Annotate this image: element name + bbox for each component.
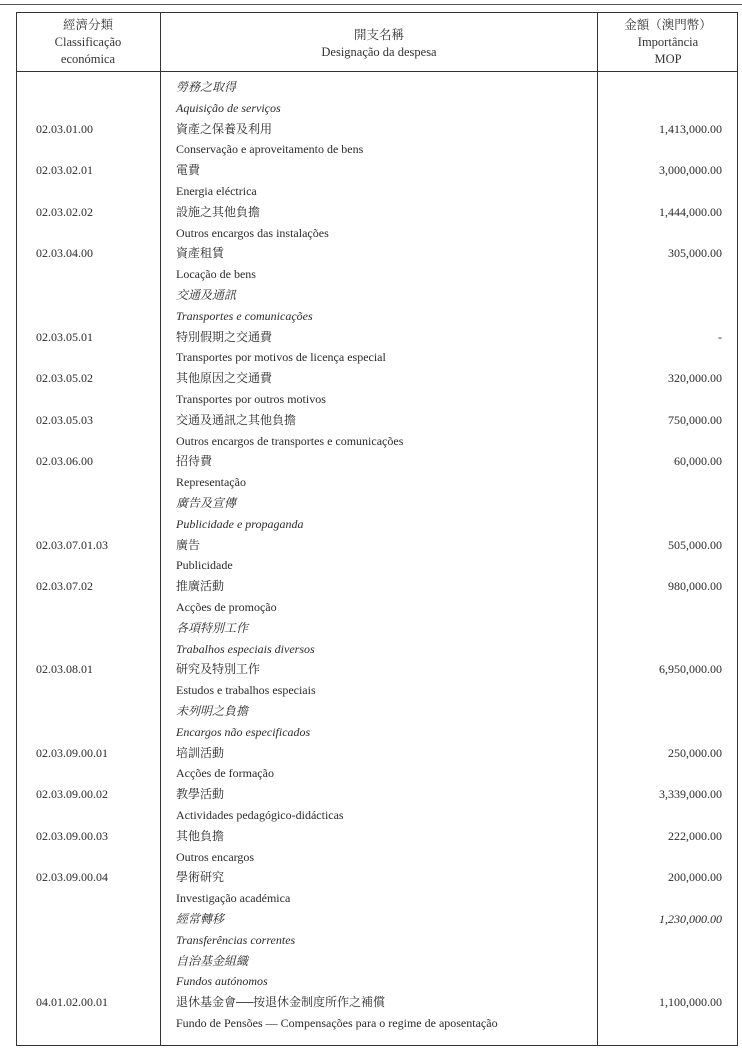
expense-designation: 招待費 (176, 454, 213, 469)
table-row (0, 223, 742, 243)
economic-code: 02.03.09.00.01 (36, 745, 108, 760)
table-row (0, 389, 742, 409)
header-designation (161, 27, 597, 61)
table-row (0, 659, 742, 679)
expense-designation: Conservação e aproveitamento de bens (176, 142, 364, 157)
expense-designation: Aquisição de serviços (176, 100, 281, 115)
amount-value: 505,000.00 (668, 537, 722, 552)
header-classification-pt2: económica (60, 52, 116, 66)
header-divider (16, 71, 738, 72)
table-row (0, 992, 742, 1012)
expense-designation: 其他負擔 (176, 828, 225, 843)
economic-code: 02.03.08.01 (36, 662, 93, 677)
amount-value: 3,339,000.00 (659, 787, 722, 802)
table-row (0, 1013, 742, 1033)
table-row (0, 805, 742, 825)
table-row (0, 77, 742, 97)
table-row (0, 347, 742, 367)
economic-code: 02.03.09.00.02 (36, 787, 108, 802)
expense-designation: Transportes por motivos de licença especial (176, 350, 386, 365)
header-designation-pt: Designação da despesa (321, 45, 437, 59)
table-row (0, 493, 742, 513)
table-row (0, 202, 742, 222)
amount-value: 980,000.00 (668, 579, 722, 594)
economic-code: 02.03.04.00 (36, 246, 93, 261)
expense-designation: Fundos autónomos (176, 974, 268, 989)
expense-designation: 資產租賃 (176, 246, 225, 261)
expense-designation: Acções de promoção (176, 600, 277, 614)
expense-designation: Transportes e comunicações (176, 308, 313, 323)
expense-designation: 勞務之取得 (176, 80, 237, 94)
expense-designation: 交通及通訊之其他負擔 (176, 412, 297, 427)
table-row (0, 139, 742, 159)
table-row (0, 597, 742, 617)
header-amount-currency: MOP (654, 52, 682, 66)
expense-designation: 交通及通訊 (176, 288, 237, 302)
table-row (0, 535, 742, 555)
table-row (0, 847, 742, 867)
amount-value: 305,000.00 (668, 246, 722, 261)
top-rule (0, 4, 742, 5)
header-classification-zh: 經濟分類 (62, 18, 113, 32)
expense-designation: Investigação académica (176, 891, 291, 906)
economic-code: 02.03.05.03 (36, 412, 93, 427)
expense-designation: Publicidade e propaganda (176, 516, 304, 531)
expense-designation: Transportes por outros motivos (176, 392, 326, 406)
table-row (0, 472, 742, 492)
expense-designation: Outros encargos de transportes e comunicações (176, 433, 404, 448)
expense-designation: Estudos e trabalhos especiais (176, 683, 316, 698)
expense-designation: Representação (176, 475, 246, 490)
expense-designation: 退休基金會──按退休金制度所作之補償 (176, 995, 386, 1010)
expense-designation: 廣告 (176, 537, 201, 552)
header-amount-zh: 金額（澳門幣） (624, 18, 712, 32)
expense-designation: Trabalhos especiais diversos (176, 641, 315, 656)
amount-value: 222,000.00 (668, 828, 722, 843)
amount-value: 6,950,000.00 (659, 662, 722, 677)
expense-designation: Locação de bens (176, 267, 256, 282)
economic-code: 02.03.05.01 (36, 329, 93, 344)
expense-designation: 自治基金組織 (176, 953, 249, 968)
header-amount (598, 17, 738, 68)
table-row (0, 514, 742, 534)
table-row (0, 368, 742, 388)
expense-designation: 資產之保養及利用 (176, 121, 273, 136)
expense-designation: 未列明之負擔 (176, 704, 249, 718)
amount-value: 750,000.00 (668, 412, 722, 427)
table-row (0, 264, 742, 284)
economic-code: 02.03.02.01 (36, 163, 93, 178)
table-row (0, 98, 742, 118)
expense-designation: Transferências correntes (176, 932, 296, 947)
expense-designation: 經常轉移 (176, 912, 225, 926)
header-classification (16, 17, 160, 68)
expense-designation: Energia eléctrica (176, 184, 257, 198)
amount-value: 3,000,000.00 (659, 163, 722, 178)
expense-designation: Actividades pedagógico-didácticas (176, 808, 344, 822)
economic-code: 02.03.05.02 (36, 371, 93, 386)
header-designation-zh: 開支名稱 (353, 28, 404, 42)
table-row (0, 930, 742, 950)
table-row (0, 722, 742, 742)
table-row (0, 576, 742, 596)
table-row (0, 867, 742, 887)
table-row (0, 701, 742, 721)
amount-value: 1,230,000.00 (659, 912, 722, 926)
expense-designation: 設施之其他負擔 (176, 204, 261, 219)
table-row (0, 909, 742, 929)
expense-designation: 廣告及宣傳 (176, 496, 237, 510)
table-row (0, 888, 742, 908)
table-row (0, 951, 742, 971)
expense-designation: 各項特別工作 (176, 620, 249, 635)
table-row (0, 306, 742, 326)
expense-designation: Outros encargos das instalações (176, 225, 329, 240)
table-row (0, 763, 742, 783)
expense-designation: 推廣活動 (176, 579, 225, 594)
amount-value: 60,000.00 (674, 454, 722, 469)
table-row (0, 680, 742, 700)
amount-value: - (718, 329, 722, 344)
table-row (0, 826, 742, 846)
amount-value: 320,000.00 (668, 371, 722, 386)
amount-value: 250,000.00 (668, 745, 722, 760)
economic-code: 02.03.07.01.03 (36, 537, 108, 552)
table-row (0, 639, 742, 659)
economic-code: 02.03.07.02 (36, 579, 93, 594)
economic-code: 02.03.09.00.03 (36, 828, 108, 843)
table-row (0, 431, 742, 451)
economic-code: 02.03.01.00 (36, 121, 93, 136)
expense-designation: Acções de formação (176, 766, 274, 781)
expense-designation: Encargos não especificados (176, 724, 311, 739)
economic-code: 02.03.09.00.04 (36, 870, 108, 885)
table-row (0, 181, 742, 201)
expense-designation: Outros encargos (176, 849, 255, 864)
economic-code: 02.03.02.02 (36, 204, 93, 219)
amount-value: 1,444,000.00 (659, 204, 722, 219)
table-row (0, 410, 742, 430)
header-amount-pt: Importância (637, 35, 699, 49)
table-row (0, 160, 742, 180)
expense-designation: Publicidade (176, 558, 233, 573)
table-row (0, 743, 742, 763)
table-row (0, 119, 742, 139)
amount-value: 1,413,000.00 (659, 121, 722, 136)
table-row (0, 971, 742, 991)
amount-value: 200,000.00 (668, 870, 722, 885)
table-row (0, 243, 742, 263)
economic-code: 02.03.06.00 (36, 454, 93, 469)
expense-designation: Fundo de Pensões — Compensações para o regime de aposentação (176, 1016, 498, 1030)
expense-designation: 電費 (176, 163, 201, 178)
economic-code: 04.01.02.00.01 (36, 995, 108, 1010)
table-row (0, 784, 742, 804)
expense-designation: 培訓活動 (176, 745, 225, 760)
expense-designation: 其他原因之交通費 (176, 371, 273, 386)
expense-designation: 教學活動 (176, 787, 225, 802)
expense-designation: 特別假期之交通費 (176, 329, 273, 344)
table-row (0, 327, 742, 347)
table-row (0, 285, 742, 305)
amount-value: 1,100,000.00 (659, 995, 722, 1010)
table-row (0, 451, 742, 471)
header-classification-pt1: Classificação (54, 35, 122, 49)
expense-designation: 研究及特別工作 (176, 662, 261, 677)
expense-designation: 學術研究 (176, 870, 225, 885)
table-row (0, 618, 742, 638)
table-row (0, 555, 742, 575)
